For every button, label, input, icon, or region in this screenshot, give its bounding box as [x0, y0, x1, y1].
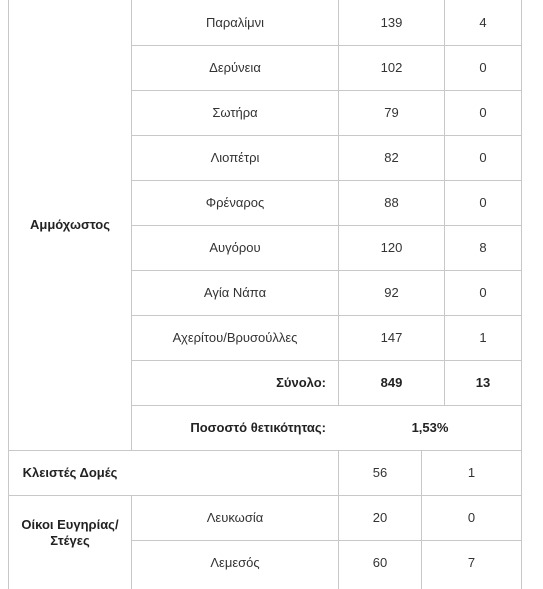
positive-value: 0 — [479, 104, 487, 120]
tests-value: 20 — [372, 509, 388, 525]
area-name: Αυγόρου — [209, 239, 261, 255]
area-name: Σωτήρα — [212, 104, 258, 120]
total-positive: 13 — [475, 374, 491, 390]
care-homes-label: Οίκοι Ευγηρίας/ Στέγες — [21, 517, 119, 548]
positive-value: 0 — [479, 149, 487, 165]
tests-value: 88 — [384, 194, 399, 210]
positive-value: 1 — [467, 464, 476, 480]
tests-value: 92 — [384, 284, 399, 300]
tests-value: 147 — [380, 329, 403, 345]
closed-structures-label: Κλειστές Δομές — [22, 464, 118, 480]
total-tests: 849 — [380, 374, 403, 390]
positive-value: 7 — [467, 554, 476, 570]
positivity-label: Ποσοστό θετικότητας: — [190, 419, 326, 435]
area-name: Λεμεσός — [210, 554, 260, 570]
tests-value: 139 — [380, 14, 403, 30]
positive-value: 8 — [479, 239, 487, 255]
area-name: Παραλίμνι — [205, 14, 265, 30]
positivity-value: 1,53% — [411, 419, 449, 435]
positive-value: 1 — [479, 329, 487, 345]
area-name: Αγία Νάπα — [203, 284, 267, 300]
area-name: Αχερίτου/Βρυσούλλες — [172, 329, 298, 345]
tests-value: 120 — [380, 239, 403, 255]
tests-value: 56 — [372, 464, 388, 480]
positive-value: 0 — [479, 194, 487, 210]
tests-value: 82 — [384, 149, 399, 165]
tests-value: 60 — [372, 554, 388, 570]
tests-value: 79 — [384, 104, 399, 120]
region-label-ammochostos: Αμμόχωστος — [30, 217, 110, 232]
positive-value: 0 — [479, 284, 487, 300]
column-divider — [521, 0, 522, 589]
positive-value: 4 — [479, 14, 487, 30]
area-name: Λευκωσία — [206, 509, 264, 525]
total-label: Σύνολο: — [276, 374, 326, 390]
area-name: Φρέναρος — [205, 194, 265, 210]
positive-value: 0 — [479, 59, 487, 75]
tests-value: 102 — [380, 59, 403, 75]
area-name: Δερύνεια — [209, 59, 261, 75]
area-name: Λιοπέτρι — [210, 149, 260, 165]
positive-value: 0 — [467, 509, 476, 525]
